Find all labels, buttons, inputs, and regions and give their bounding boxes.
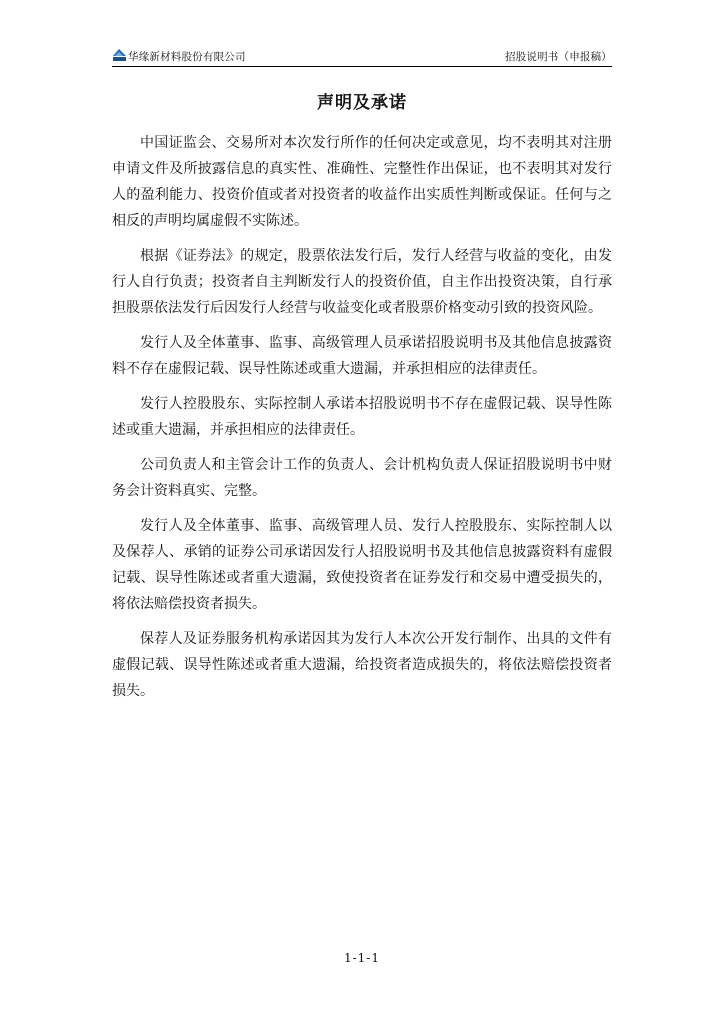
paragraph-board-commitment: 发行人及全体董事、监事、高级管理人员承诺招股说明书及其他信息披露资料不存在虚假记载、误导性陈述或重大遗漏，并承担相应的法律责任。 <box>112 335 612 377</box>
document-type: 招股说明书（申报稿） <box>505 51 612 63</box>
page-number: 1-1-1 <box>343 951 380 965</box>
body-text <box>112 130 612 713</box>
paragraph-controlling-shareholder: 发行人控股股东、实际控制人承诺本招股说明书不存在虚假记载、误导性陈述或重大遗漏，并承担相应的法律责任。 <box>112 396 612 438</box>
page-title: 声明及承诺 <box>317 93 407 113</box>
company-name: 华缘新材料股份有限公司 <box>128 51 246 63</box>
paragraph-sponsor-commitment: 保荐人及证券服务机构承诺因其为发行人本次公开发行制作、出具的文件有虚假记载、误导性陈述或者重大遗漏，给投资者造成损失的，将依法赔偿投资者损失。 <box>112 631 612 699</box>
paragraph-csrc-disclaimer: 中国证监会、交易所对本次发行所作的任何决定或意见，均不表明其对注册申请文件及所披露信息的真实性、准确性、完整性作出保证，也不表明其对发行人的盈利能力、投资价值或者对投资者的收益作出实质性判断或保证。任何与之相反的声明均属虚假不实陈述。 <box>112 135 612 229</box>
paragraph-securities-law: 根据《证券法》的规定，股票依法发行后，发行人经营与收益的变化，由发行人自行负责；投资者自主判断发行人的投资价值，自主作出投资决策，自行承担股票依法发行后因发行人经营与收益变化或者股票价格变动引致的投资风险。 <box>112 248 612 316</box>
company-logo-icon <box>112 47 127 62</box>
paragraph-financial-accuracy: 公司负责人和主管会计工作的负责人、会计机构负责人保证招股说明书中财务会计资料真实、完整。 <box>112 457 612 499</box>
paragraph-compensation-commitment: 发行人及全体董事、监事、高级管理人员、发行人控股股东、实际控制人以及保荐人、承销的证券公司承诺因发行人招股说明书及其他信息披露资料有虚假记载、误导性陈述或者重大遗漏，致使投资者在证券发行和交易中遭受损失的，将依法赔偿投资者损失。 <box>112 518 612 612</box>
page-header <box>112 46 612 67</box>
